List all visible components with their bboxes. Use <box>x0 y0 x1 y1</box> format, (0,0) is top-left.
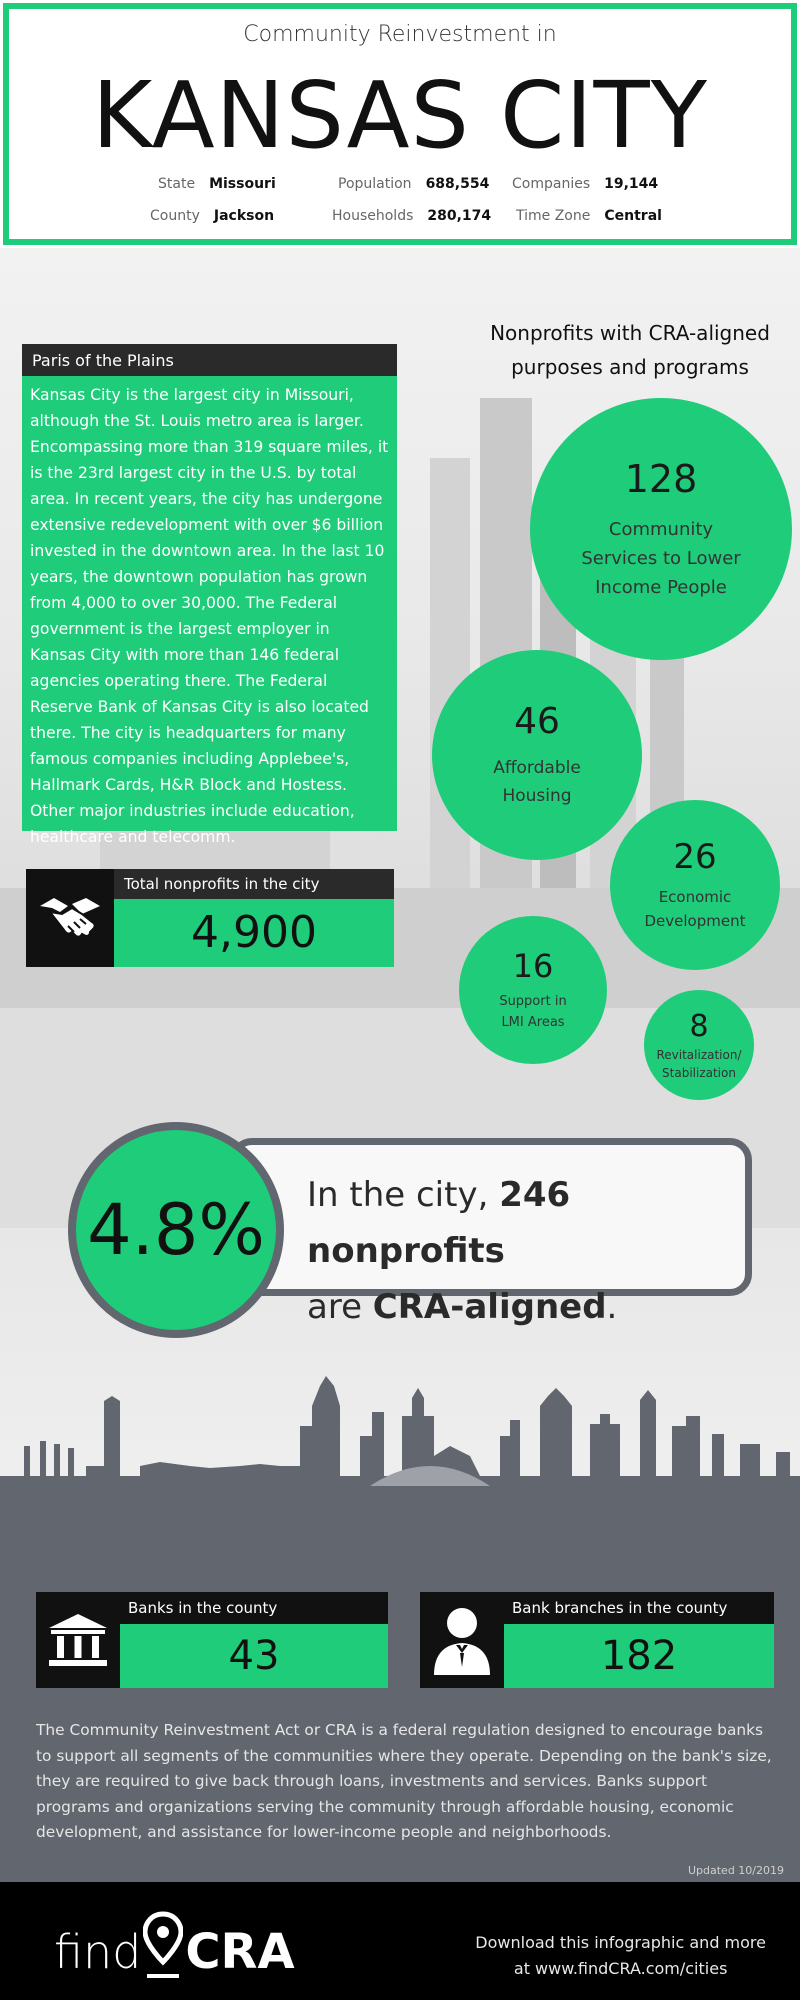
logo-find-text: find <box>54 1925 142 1979</box>
banks-card <box>36 1592 388 1688</box>
handshake-icon <box>26 869 114 967</box>
about-heading: Paris of the Plains <box>22 344 397 376</box>
fact-label: Companies <box>512 176 591 192</box>
cra-aligned-callout <box>230 1138 752 1327</box>
bubble-label: Affordable Housing <box>493 757 581 806</box>
bubble-label: Economic Development <box>644 888 746 930</box>
header-subtitle: Community Reinvestment in <box>243 22 557 47</box>
cra-aligned-text <box>307 1167 747 1335</box>
fact-label: Households <box>332 208 414 224</box>
callout-text-pre: In the city, <box>307 1175 500 1215</box>
branches-label: Bank branches in the county <box>504 1592 774 1624</box>
download-link[interactable]: at www.findCRA.com/cities <box>513 1959 728 1978</box>
fact-value: 19,144 <box>604 176 659 192</box>
cra-description: The Community Reinvestment Act or CRA is a federal regulation designed to encourage banks to support all segments of the communities where they operate. Depending on the bank's size, they are required to give back through loans, investments and services. Banks support programs and organizations serving the community through affordable housing, economic development, and assistance for lower-income people and neighborhoods. <box>36 1721 772 1841</box>
branches-card <box>420 1592 774 1688</box>
download-info <box>475 1930 766 1982</box>
nonprofits-title-line1: Nonprofits with CRA-aligned <box>490 321 770 345</box>
bubble-lmi-support <box>459 916 607 1064</box>
bubble-count: 26 <box>673 837 717 877</box>
callout-cra-phrase: CRA-aligned <box>372 1287 607 1327</box>
fact-label: Time Zone <box>516 208 591 224</box>
fact-state <box>158 176 276 192</box>
nonprofits-title-line2: purposes and programs <box>511 355 749 379</box>
logo-cra-text: CRA <box>185 1924 295 1980</box>
bubble-count: 46 <box>514 700 560 742</box>
about-card <box>22 344 397 846</box>
bubble-community-services <box>530 398 792 660</box>
callout-text-mid: are <box>307 1287 373 1327</box>
bank-building-icon <box>36 1592 120 1688</box>
page-title: KANSAS CITY <box>92 62 708 169</box>
footer <box>0 1882 800 2000</box>
bubble-label: Support in LMI Areas <box>499 994 567 1030</box>
location-pin-icon <box>143 1910 183 1982</box>
updated-date: Updated 10/2019 <box>687 1864 784 1877</box>
fact-population <box>338 176 489 192</box>
fact-label: State <box>158 176 196 192</box>
fact-value: 280,174 <box>427 208 492 224</box>
bubble-count: 128 <box>624 456 698 501</box>
bubble-affordable-housing <box>432 650 642 860</box>
callout-count-phrase: 246 nonprofits <box>307 1175 571 1271</box>
bubble-count: 16 <box>512 947 554 985</box>
fact-value: Missouri <box>209 176 276 192</box>
fact-value: 688,554 <box>425 176 490 192</box>
bubble-label: Community Services to Lower Income People <box>581 518 741 598</box>
total-nonprofits-card <box>26 869 394 967</box>
fact-value: Central <box>604 208 662 224</box>
download-line1: Download this infographic and more <box>475 1933 766 1952</box>
header <box>0 0 800 248</box>
banks-label: Banks in the county <box>120 1592 388 1624</box>
cra-aligned-percent: 4.8% <box>68 1122 284 1338</box>
findcra-logo <box>54 1902 295 1982</box>
callout-text-end: . <box>606 1287 618 1327</box>
fact-value: Jackson <box>213 208 275 224</box>
total-nonprofits-label: Total nonprofits in the city <box>114 869 394 899</box>
fact-time-zone <box>516 208 662 224</box>
bubble-economic-development <box>610 800 780 970</box>
bubble-revitalization <box>644 990 754 1100</box>
fact-companies <box>512 176 658 192</box>
banks-value: 43 <box>120 1624 388 1688</box>
branches-value: 182 <box>504 1624 774 1688</box>
bubble-count: 8 <box>689 1008 709 1044</box>
about-body: Kansas City is the largest city in Missouri, although the St. Louis metro area is larger. Encompassing more than 319 square miles, it is the 23rd largest city in the U.S. by total area. In recent years, the city has undergone extensive redevelopment with over $6 billion invested in the downtown area. In the last 10 years, the downtown population has grown from 4,000 to over 30,000. The Federal government is the largest employer in Kansas City with more than 146 federal agencies operating there. The Federal Reserve Bank of Kansas City is also located there. The city is headquarters for many famous companies including Applebee's, Hallmark Cards, H&R Block and Hostess. Other major industries include education, healthcare and telecomm. <box>22 376 397 831</box>
person-suit-icon <box>420 1592 504 1688</box>
total-nonprofits-value: 4,900 <box>114 899 394 967</box>
skyline-silhouette <box>0 1316 800 1526</box>
fact-households <box>332 208 491 224</box>
fact-label: Population <box>338 176 412 192</box>
fact-county <box>150 208 274 224</box>
nonprofits-title <box>470 316 790 384</box>
bubble-label: Revitalization/ Stabilization <box>656 1047 742 1080</box>
fact-label: County <box>150 208 200 224</box>
